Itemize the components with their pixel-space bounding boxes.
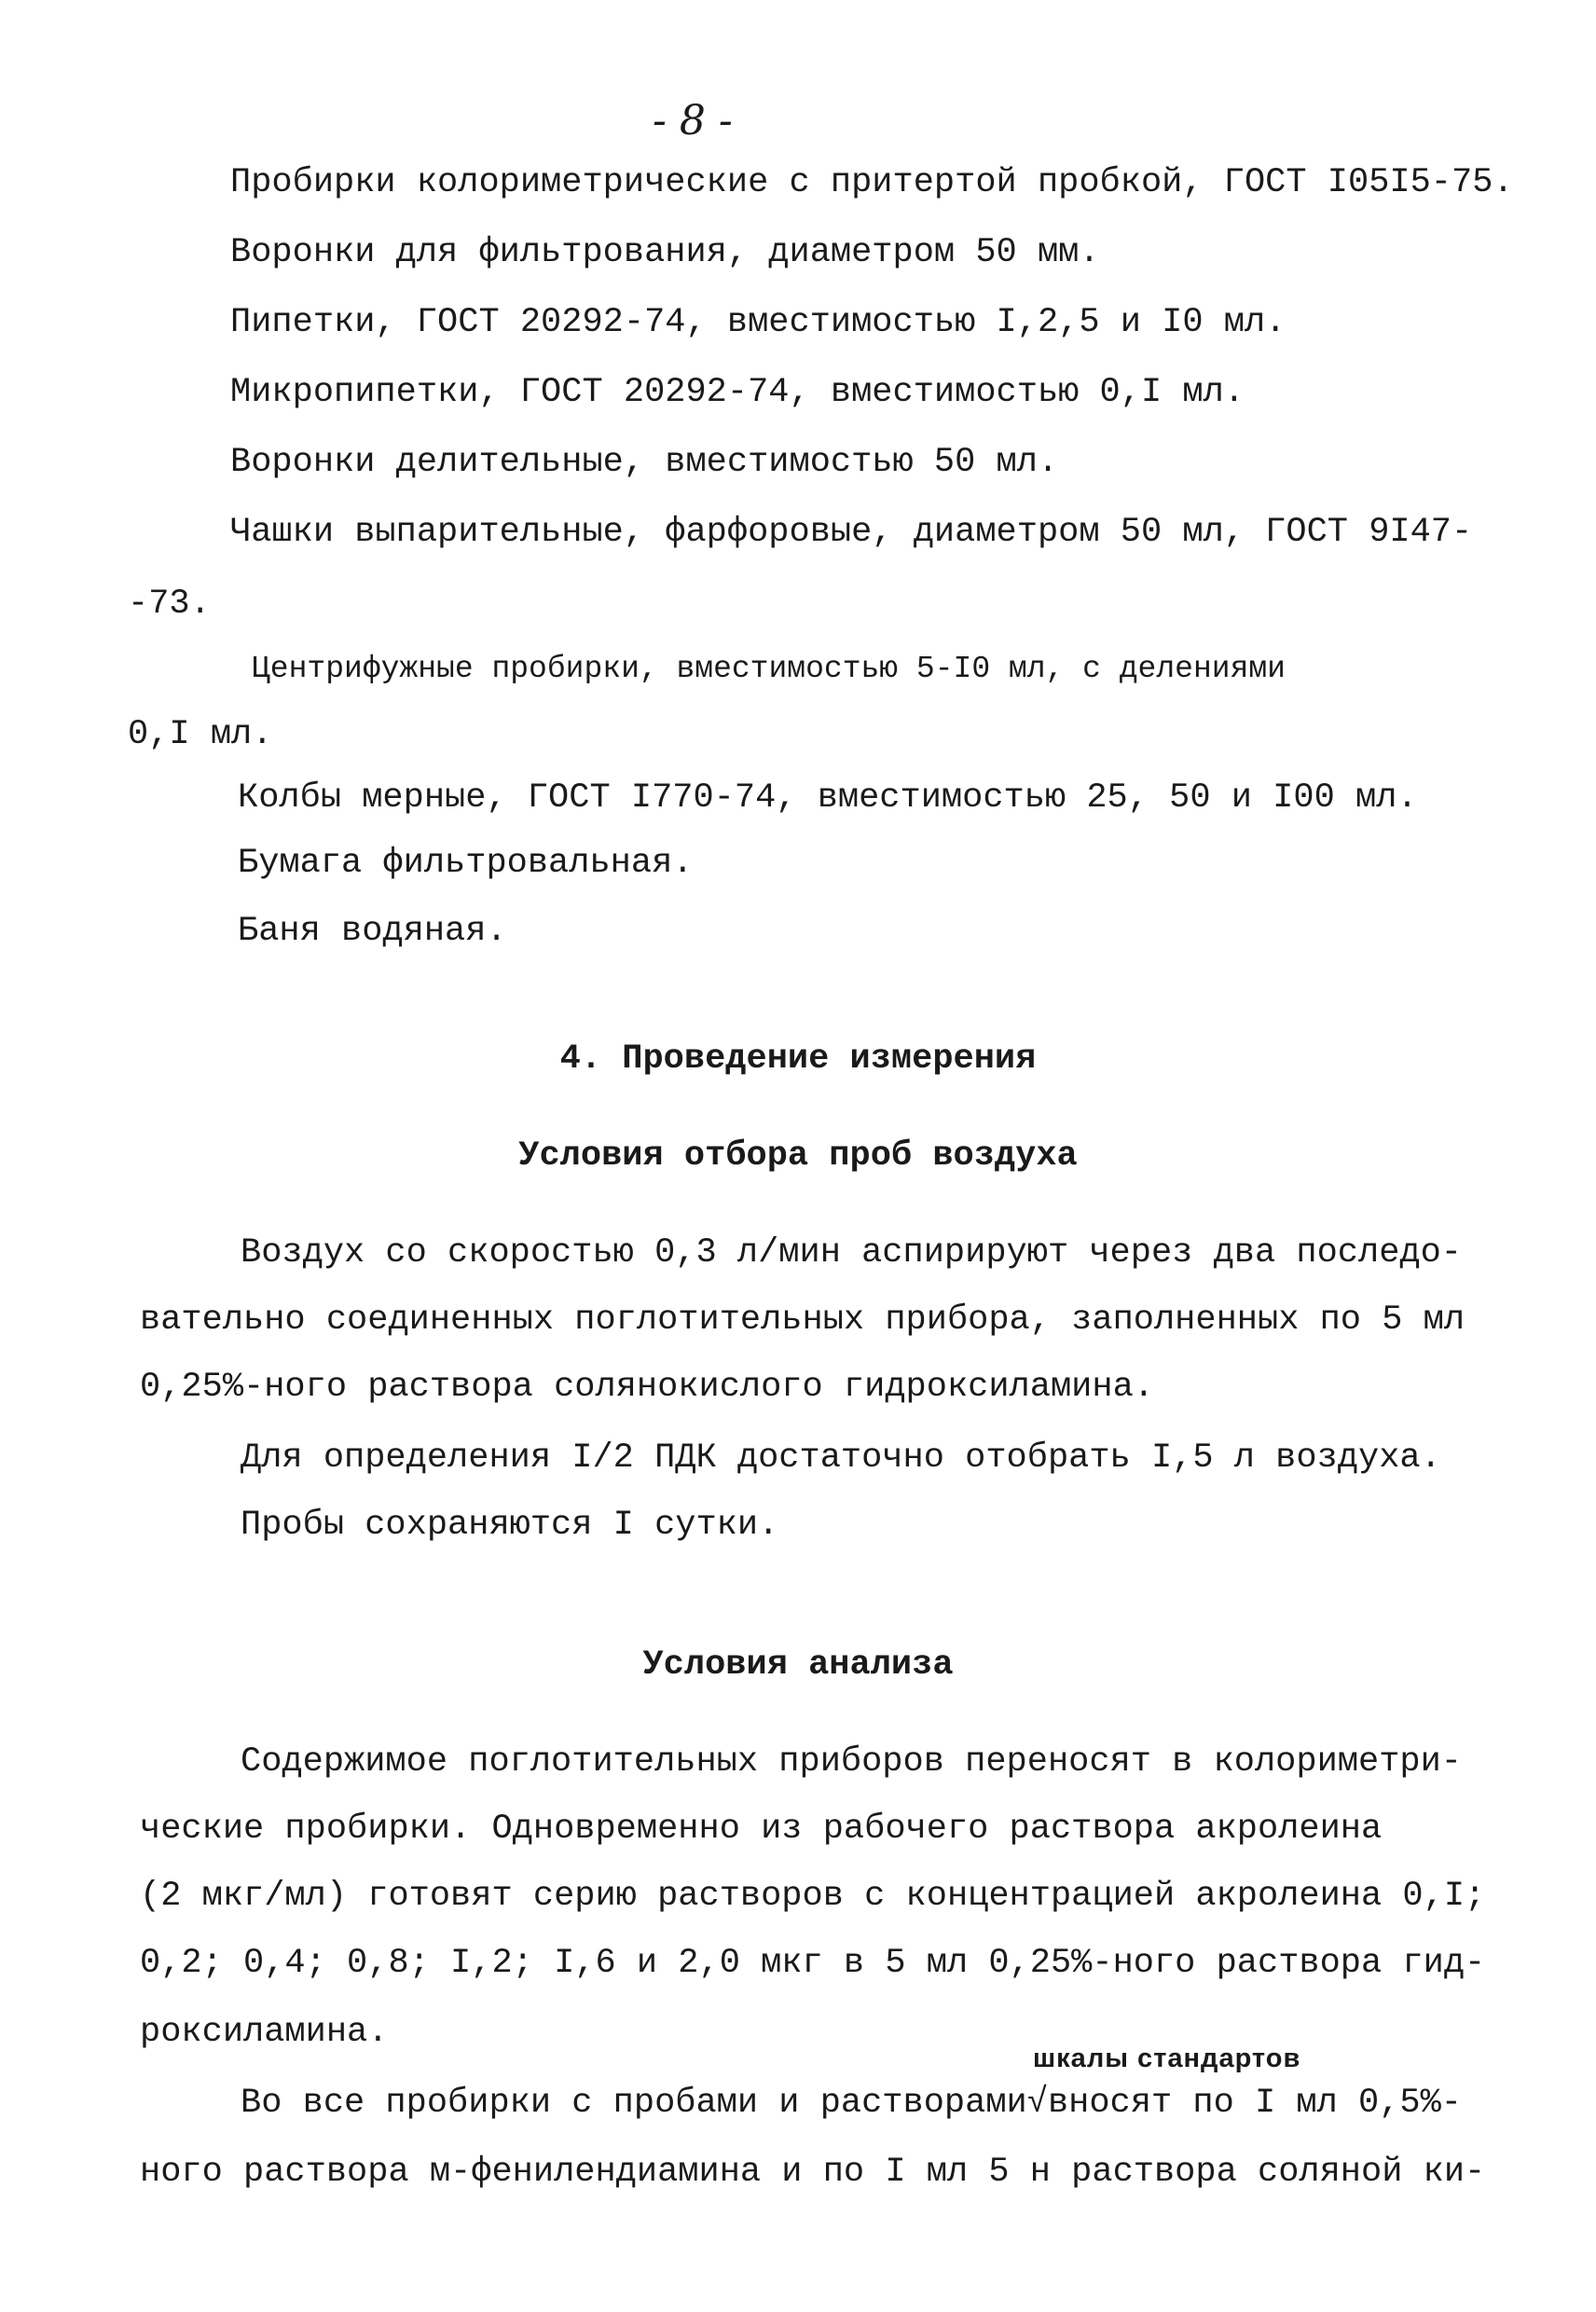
equipment-line: Пробирки колориметрические с притертой пробкой, ГОСТ I05I5-75. (230, 163, 1514, 202)
paragraph-line: ного раствора м-фенилендиамина и по I мл 5 н раствора соляной ки- (140, 2153, 1486, 2192)
paragraph-line: Во все пробирки с пробами и растворами√вносят по I мл 0,5%- (241, 2084, 1463, 2123)
handwritten-insertion: шкалы стандартов (1033, 2044, 1301, 2073)
page-number: - 8 - (653, 97, 733, 144)
equipment-line: Микропипетки, ГОСТ 20292-74, вместимостью 0,I мл. (230, 373, 1245, 412)
equipment-line: Чашки выпарительные, фарфоровые, диаметром 50 мл, ГОСТ 9I47- (230, 513, 1473, 552)
subsection-title-analysis: Условия анализа (642, 1645, 954, 1685)
paragraph-line: Содержимое поглотительных приборов переносят в колориметри- (241, 1742, 1463, 1782)
equipment-line: Баня водяная. (238, 912, 507, 951)
equipment-line: Воронки для фильтрования, диаметром 50 мм. (230, 233, 1100, 272)
equipment-line: Воронки делительные, вместимостью 50 мл. (230, 443, 1059, 482)
paragraph-line: (2 мкг/мл) готовят серию растворов с концентрацией акролеина 0,I; (140, 1877, 1486, 1916)
subsection-title-sampling: Условия отбора проб воздуха (518, 1136, 1078, 1176)
paragraph-line: 0,25%-ного раствора солянокислого гидроксиламина. (140, 1368, 1154, 1407)
equipment-line: Центрифужные пробирки, вместимостью 5-I0 мл, с делениями (252, 652, 1286, 686)
paragraph-line: вательно соединенных поглотительных прибора, заполненных по 5 мл (140, 1300, 1465, 1340)
equipment-line: Бумага фильтровальная. (238, 844, 694, 883)
section-title: 4. Проведение измерения (559, 1039, 1037, 1079)
paragraph-line: Воздух со скоростью 0,3 л/мин аспирируют через два последо- (241, 1233, 1463, 1273)
paragraph-line: Для определения I/2 ПДК достаточно отобрать I,5 л воздуха. (241, 1438, 1441, 1478)
equipment-line: 0,I мл. (128, 715, 273, 754)
paragraph-line: 0,2; 0,4; 0,8; I,2; I,6 и 2,0 мкг в 5 мл 0,25%-ного раствора гид- (140, 1944, 1486, 1983)
equipment-line: Пипетки, ГОСТ 20292-74, вместимостью I,2,5 и I0 мл. (230, 303, 1286, 342)
equipment-line: -73. (128, 585, 211, 624)
equipment-line: Колбы мерные, ГОСТ I770-74, вместимостью 25, 50 и I00 мл. (238, 778, 1418, 818)
paragraph-line: ческие пробирки. Одновременно из рабочего раствора акролеина (140, 1810, 1383, 1849)
paragraph-line: роксиламина. (140, 2013, 389, 2052)
paragraph-line: Пробы сохраняются I сутки. (241, 1506, 779, 1545)
